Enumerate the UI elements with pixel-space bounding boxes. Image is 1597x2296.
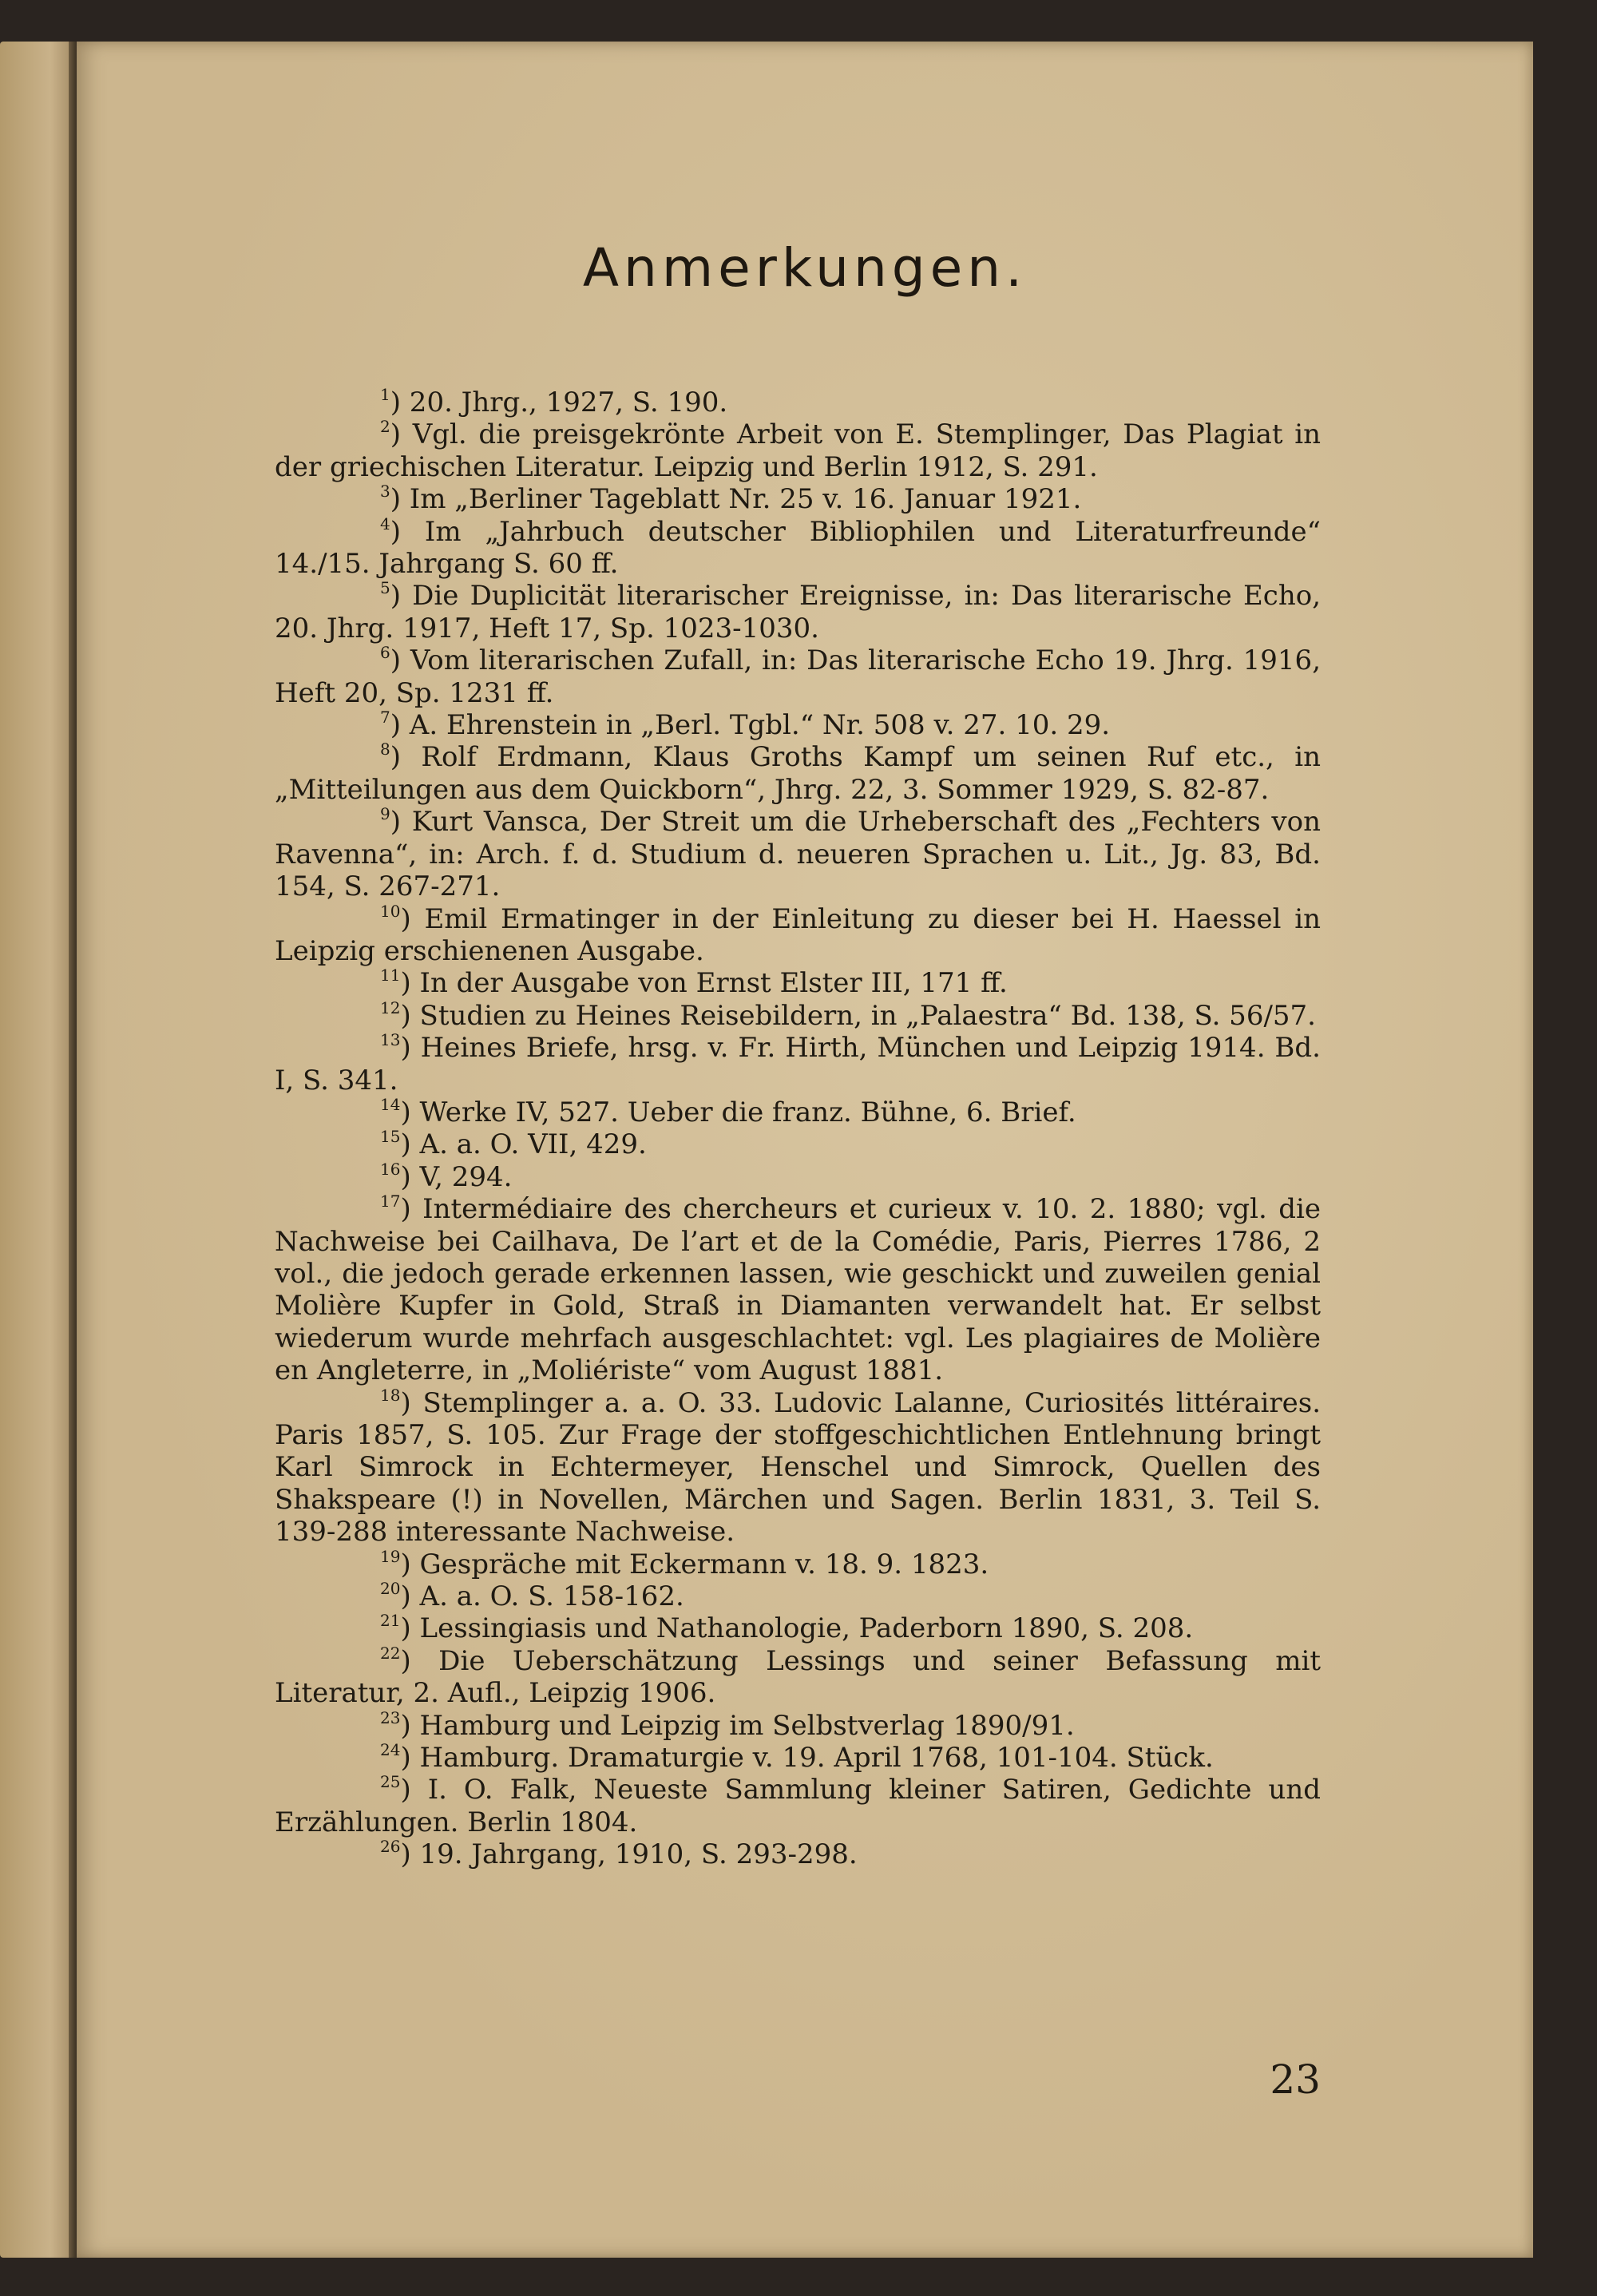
endnote <box>275 516 1321 581</box>
endnote-text: ) Im „Jahrbuch deutscher Bibliophilen und Literaturfreunde“ 14./15. Jahrgang S. 60 ff. <box>275 515 1321 581</box>
endnote-number: 7 <box>380 708 390 728</box>
endnotes-list <box>275 387 1321 1871</box>
endnote-text: ) 19. Jahrgang, 1910, S. 293-298. <box>400 1838 858 1871</box>
endnote <box>275 903 1321 968</box>
endnote <box>275 709 1321 741</box>
endnote-text: ) Heines Briefe, hrsg. v. Fr. Hirth, München und Leipzig 1914. Bd. I, S. 341. <box>275 1032 1321 1096</box>
endnote-number: 22 <box>380 1643 401 1663</box>
book-page <box>77 42 1533 2258</box>
endnote-text: ) Vom literarischen Zufall, in: Das literarische Echo 19. Jhrg. 1916, Heft 20, Sp. 1231 ff. <box>275 644 1321 709</box>
endnote <box>275 741 1321 806</box>
endnote-number: 19 <box>380 1546 401 1566</box>
endnote-text: ) Rolf Erdmann, Klaus Groths Kampf um seinen Ruf etc., in „Mitteilungen aus dem Quickborn“, Jhrg. 22, 3. Sommer 1929, S. 82-87. <box>275 741 1321 806</box>
endnote-text: ) Hamburg und Leipzig im Selbstverlag 1890/91. <box>400 1709 1075 1742</box>
endnote-number: 8 <box>380 740 390 759</box>
endnote <box>275 1707 1321 1742</box>
endnote-number: 4 <box>380 514 390 533</box>
page-heading: Anmerkungen. <box>582 237 1028 299</box>
endnote-text: ) Studien zu Heines Reisebildern, in „Palaestra“ Bd. 138, S. 56/57. <box>400 999 1316 1032</box>
endnote <box>275 483 1321 515</box>
endnote <box>275 1032 1321 1096</box>
endnote-text: ) Kurt Vansca, Der Streit um die Urheberschaft des „Fechters von Ravenna“, in: Arch. f. d. Studium d. neueren Sprachen u. Lit., Jg. 83, Bd. 154, S. 267-271. <box>275 806 1321 903</box>
book-spine <box>69 42 77 2258</box>
endnote-text: ) Werke IV, 527. Ueber die franz. Bühne, 6. Brief. <box>400 1096 1076 1128</box>
endnote-number: 5 <box>380 578 390 598</box>
left-page-edge <box>0 42 72 2258</box>
endnote <box>275 418 1321 483</box>
endnote-number: 21 <box>380 1611 401 1631</box>
endnote-number: 25 <box>380 1772 401 1792</box>
endnote-text: ) V, 294. <box>400 1160 513 1193</box>
endnote-number: 3 <box>380 482 390 502</box>
endnote-text: ) Die Ueberschätzung Lessings und seiner Befassung mit Literatur, 2. Aufl., Leipzig 1906. <box>275 1644 1321 1710</box>
endnote <box>275 997 1321 1032</box>
endnote-number: 23 <box>380 1707 401 1727</box>
endnote <box>275 1742 1321 1774</box>
endnote <box>275 1580 1321 1612</box>
endnote-number: 17 <box>380 1192 401 1211</box>
endnote-text: ) Die Duplicität literarischer Ereignisse, in: Das literarische Echo, 20. Jhrg. 1917, Heft 17, Sp. 1023-1030. <box>275 580 1321 644</box>
endnote-text: ) A. a. O. S. 158-162. <box>400 1580 684 1613</box>
endnote-text: ) Stemplinger a. a. O. 33. Ludovic Lalanne, Curiosités littéraires. Paris 1857, S. 105. Zur Frage der stoffgeschichtlichen Entlehnung bringt Karl Simrock in Echtermeyer, Henschel und Simrock, Quellen des Shakspeare (!) in Novellen, Märchen und Sagen. Berlin 1831, 3. Teil S. 139-288 interessante Nachweise. <box>275 1386 1321 1549</box>
endnote-text: ) Intermédiaire des chercheurs et curieux v. 10. 2. 1880; vgl. die Nachweise bei Cailhava, De l’art et de la Comédie, Paris, Pierres 1786, 2 vol., die jedoch gerade erkennen lassen, wie geschickt und zuweilen genial Molière Kupfer in Gold, Straß in Diamanten verwandelt hat. Er selbst wiederum wurde mehrfach ausgeschlachtet: vgl. Les plagiaires de Molière en Angleterre, in „Moliériste“ vom August 1881. <box>275 1193 1321 1387</box>
endnote-text: ) 20. Jhrg., 1927, S. 190. <box>390 387 728 418</box>
endnote-number: 12 <box>380 997 401 1017</box>
endnote <box>275 387 1321 418</box>
endnote-number: 6 <box>380 643 390 663</box>
endnote-number: 20 <box>380 1579 401 1599</box>
endnote-number: 10 <box>380 901 401 921</box>
endnote <box>275 1645 1321 1710</box>
endnote-text: ) Hamburg. Dramaturgie v. 19. April 1768, 101-104. Stück. <box>400 1742 1214 1775</box>
endnote <box>275 1774 1321 1838</box>
endnote-number: 26 <box>380 1837 401 1857</box>
endnote-text: ) Im „Berliner Tageblatt Nr. 25 v. 16. Januar 1921. <box>390 483 1082 516</box>
endnote <box>275 1546 1321 1580</box>
endnote <box>275 1612 1321 1644</box>
endnote-number: 24 <box>380 1740 401 1760</box>
page-number: 23 <box>1270 2056 1321 2103</box>
endnote-number: 11 <box>380 966 401 985</box>
endnote-number: 18 <box>380 1385 401 1405</box>
endnote-text: ) In der Ausgabe von Ernst Elster III, 171 ff. <box>400 967 1008 1000</box>
endnote-number: 15 <box>380 1127 401 1147</box>
endnote <box>275 1128 1321 1160</box>
endnote-text: ) A. a. O. VII, 429. <box>400 1128 647 1161</box>
endnote-text: ) Lessingiasis und Nathanologie, Paderborn 1890, S. 208. <box>400 1612 1194 1645</box>
endnote <box>275 1096 1321 1128</box>
endnote-text: ) Gespräche mit Eckermann v. 18. 9. 1823. <box>400 1548 989 1580</box>
endnote <box>275 806 1321 902</box>
endnote-number: 2 <box>380 417 390 437</box>
endnote-text: ) Emil Ermatinger in der Einleitung zu dieser bei H. Haessel in Leipzig erschienenen Ausgabe. <box>275 902 1321 967</box>
endnote-number: 1 <box>380 385 390 404</box>
endnote <box>275 580 1321 644</box>
endnote <box>275 644 1321 709</box>
endnote <box>275 1387 1321 1549</box>
endnote-text: ) Vgl. die preisgekrönte Arbeit von E. Stemplinger, Das Plagiat in der griechischen Literatur. Leipzig und Berlin 1912, S. 291. <box>275 418 1321 483</box>
endnote-number: 13 <box>380 1030 401 1050</box>
endnote <box>275 1193 1321 1386</box>
endnote-text: ) A. Ehrenstein in „Berl. Tgbl.“ Nr. 508 v. 27. 10. 29. <box>390 709 1111 742</box>
endnote-number: 9 <box>380 804 390 824</box>
endnote-number: 16 <box>380 1159 401 1179</box>
endnote <box>275 1161 1321 1193</box>
endnote <box>275 967 1321 999</box>
endnote-text: ) I. O. Falk, Neueste Sammlung kleiner Satiren, Gedichte und Erzählungen. Berlin 1804. <box>275 1774 1321 1838</box>
endnote-number: 14 <box>380 1094 401 1114</box>
endnote <box>275 1838 1321 1870</box>
